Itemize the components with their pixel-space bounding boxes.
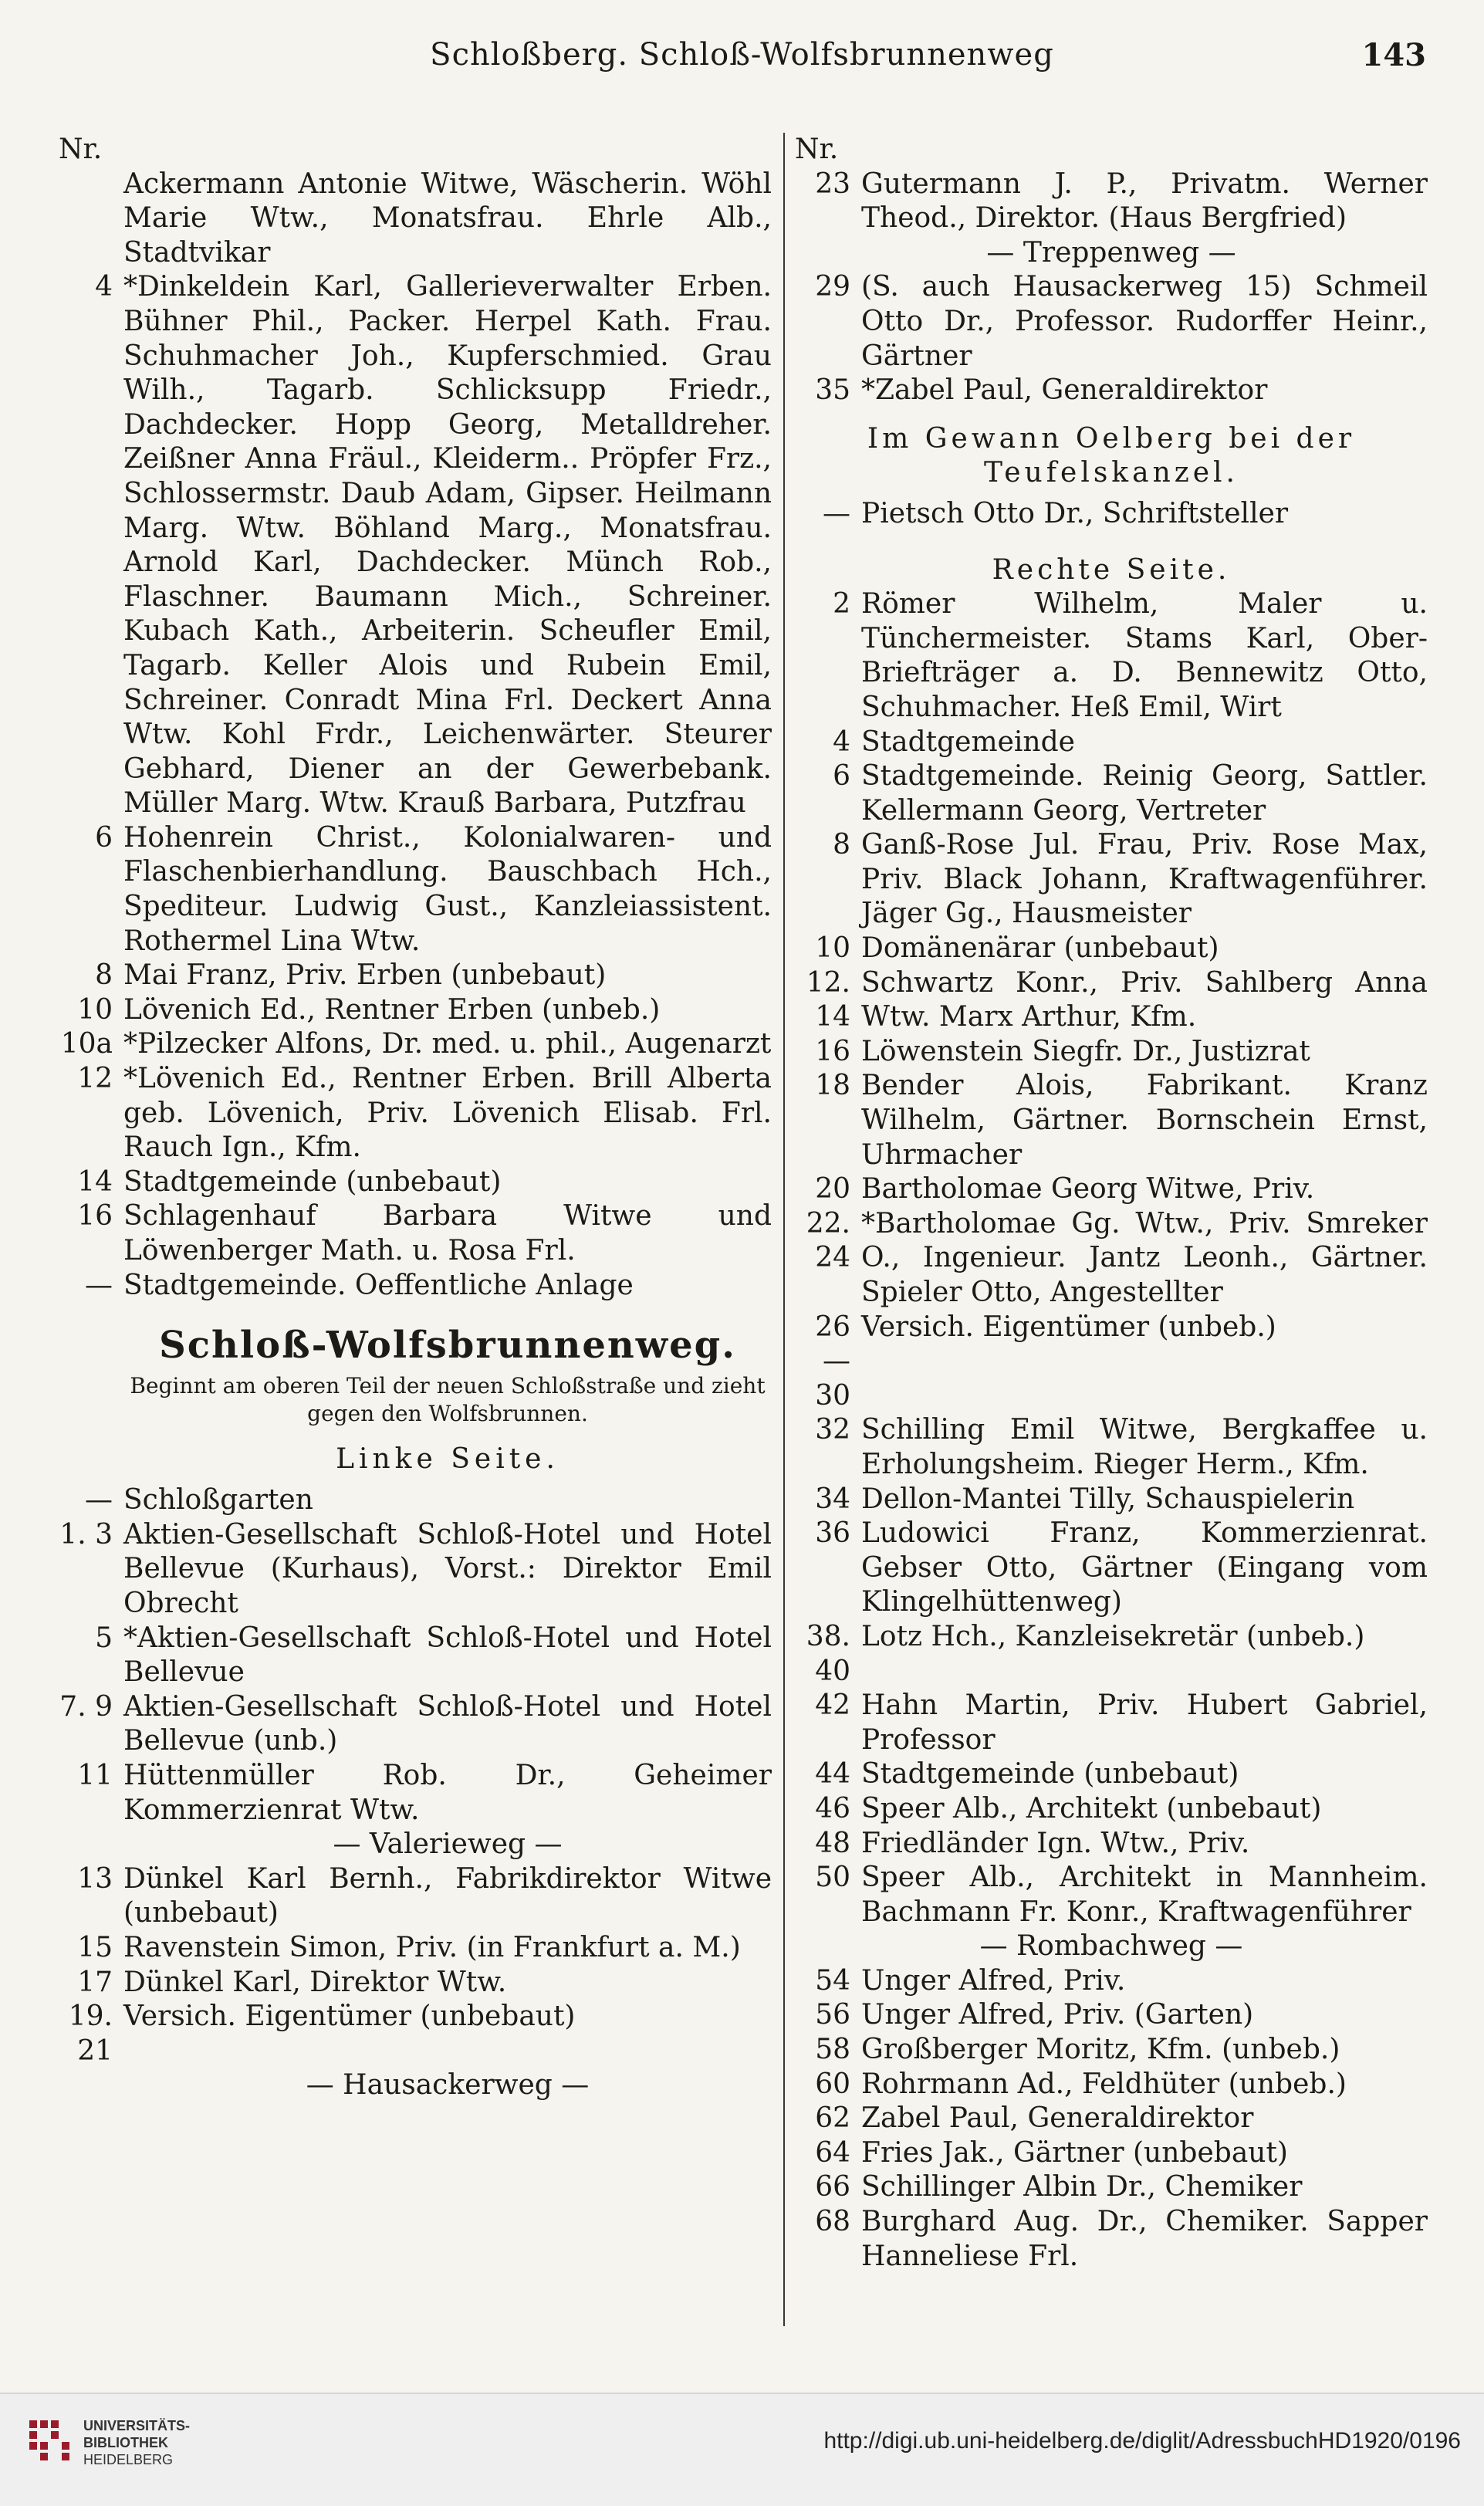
address-entry <box>85 1269 772 1304</box>
resident-text: Stadtgemeinde. Reinig Georg, Sattler. Kellermann Georg, Vertreter <box>861 760 1428 827</box>
address-entry <box>795 587 1428 725</box>
house-number: 4 <box>833 725 850 758</box>
gewann-heading: Im Gewann Oelberg bei der Teufelskanzel. <box>867 422 1356 489</box>
resident-text: Ganß-Rose Jul. Frau, Priv. Rose Max, Priv. Black Johann, Kraftwagenführer. Jäger Gg., Hausmeister <box>861 829 1428 930</box>
house-number: 44 <box>815 1758 850 1791</box>
resident-text: *Aktien-Gesellschaft Schloß-Hotel und Hotel Bellevue <box>123 1622 772 1689</box>
resident-text: Dünkel Karl, Direktor Wtw. <box>123 1966 507 1998</box>
right-entries-mid <box>795 497 1428 532</box>
house-number: 17 <box>77 1966 113 1998</box>
resident-text: Versich. Eigentümer (unbeb.) <box>861 1310 1276 1343</box>
page-title: Schloßberg. Schloß-Wolfsbrunnenweg <box>430 37 1054 73</box>
resident-text: Unger Alfred, Priv. <box>861 1964 1126 1997</box>
resident-text: Versich. Eigentümer (unbebaut) <box>123 2000 576 2033</box>
house-number: 1. 3 <box>59 1518 113 1551</box>
address-entry <box>95 821 772 959</box>
right-entries-bottom <box>795 587 1428 2274</box>
resident-text: Schlagenhauf Barbara Witwe und Löwenberger Math. u. Rosa Frl. <box>123 1200 772 1267</box>
address-entry <box>77 1966 772 2000</box>
library-line-2: BIBLIOTHEK <box>83 2435 168 2450</box>
address-entry <box>795 2205 1428 2274</box>
resident-text: Unger Alfred, Priv. (Garten) <box>861 1999 1254 2031</box>
address-entry <box>795 1620 1428 1689</box>
footer <box>0 2393 1484 2506</box>
resident-text: Dellon-Mantei Tilly, Schauspielerin <box>861 1483 1355 1515</box>
page-header <box>0 32 1484 86</box>
house-number: 10 <box>77 993 113 1026</box>
address-entry <box>795 1483 1428 1517</box>
address-entry <box>59 1518 772 1622</box>
page-number: 143 <box>1361 37 1426 73</box>
left-entries-bottom <box>59 1483 772 2103</box>
house-number: 38. 40 <box>806 1620 850 1687</box>
resident-text: Hüttenmüller Rob. Dr., Geheimer Kommerzienrat Wtw. <box>123 1759 772 1826</box>
address-entry <box>795 1827 1428 1862</box>
house-number: 14 <box>77 1165 113 1198</box>
address-entry <box>795 1035 1428 1070</box>
resident-text: *Zabel Paul, Generaldirektor <box>861 374 1268 407</box>
house-number: 20 <box>815 1173 850 1206</box>
house-number: 23 <box>815 167 850 200</box>
address-entry <box>77 1199 772 1268</box>
address-entry <box>77 1759 772 1828</box>
street-crossing: — Hausackerweg — <box>306 2069 590 2102</box>
source-url-link[interactable]: http://digi.ub.uni-heidelberg.de/diglit/AdressbuchHD1920/0196 <box>823 2428 1461 2454</box>
address-entry <box>795 725 1428 760</box>
house-number: 42 <box>815 1689 850 1722</box>
house-number: 6 <box>95 821 113 854</box>
nr-heading: Nr. <box>59 134 103 165</box>
right-entries-top <box>795 167 1428 408</box>
house-number: 29 <box>815 271 850 303</box>
address-entry <box>795 932 1428 966</box>
house-number: 26—30 <box>815 1310 850 1412</box>
nr-heading: Nr. <box>795 134 839 165</box>
resident-text: Fries Jak., Gärtner (unbebaut) <box>861 2136 1288 2169</box>
resident-text: Speer Alb., Architekt (unbebaut) <box>861 1792 1322 1825</box>
resident-text: Domänenärar (unbebaut) <box>861 932 1219 965</box>
address-entry <box>795 1689 1428 1757</box>
address-entry <box>85 1483 772 1518</box>
resident-text: Großberger Moritz, Kfm. (unbeb.) <box>861 2034 1340 2066</box>
resident-text: Löwenstein Siegfr. Dr., Justizrat <box>861 1035 1310 1067</box>
house-number: 66 <box>815 2171 850 2203</box>
resident-text: Lotz Hch., Kanzleisekretär (unbeb.) <box>861 1620 1365 1652</box>
house-number: 4 <box>95 271 113 303</box>
resident-text: Bartholomae Georg Witwe, Priv. <box>861 1173 1315 1206</box>
address-entry <box>795 1998 1428 2033</box>
resident-text: Hohenrein Christ., Kolonialwaren- und Flaschenbierhandlung. Bauschbach Hch., Spediteur. Ludwig Gust., Kanzleiassistent. Rothermel Lina Wtw. <box>123 821 772 957</box>
resident-text: Zabel Paul, Generaldirektor <box>861 2102 1254 2135</box>
resident-text: Schillinger Albin Dr., Chemiker <box>861 2171 1303 2203</box>
resident-text: Schloßgarten <box>123 1484 313 1517</box>
house-number: 60 <box>815 2068 850 2100</box>
left-entries-top <box>60 167 772 1304</box>
house-number: 8 <box>833 829 850 861</box>
street-crossing: — Rombachweg — <box>979 1930 1243 1963</box>
house-number: 13 <box>77 1862 113 1895</box>
house-number: 48 <box>815 1827 850 1859</box>
side-heading-right: Rechte Seite. <box>992 553 1231 586</box>
resident-text: Stadtgemeinde <box>861 725 1075 758</box>
address-entry <box>795 374 1428 408</box>
resident-text: Stadtgemeinde. Oeffentliche Anlage <box>123 1269 634 1301</box>
address-entry <box>77 993 772 1028</box>
address-entry <box>95 1622 772 1690</box>
resident-text: Pietsch Otto Dr., Schriftsteller <box>861 497 1289 529</box>
resident-text: Römer Wilhelm, Maler u. Tünchermeister. Stams Karl, Ober-Briefträger a. D. Bennewitz Otto, Schuhmacher. Heß Emil, Wirt <box>861 588 1428 723</box>
resident-text: Schilling Emil Witwe, Bergkaffee u. Erholungsheim. Rieger Herm., Kfm. <box>861 1414 1428 1480</box>
address-entry <box>795 1413 1428 1482</box>
address-entry <box>795 1172 1428 1207</box>
address-entry <box>795 167 1428 236</box>
house-number: — <box>85 1269 113 1301</box>
resident-text: Speer Alb., Architekt in Mannheim. Bachmann Fr. Konr., Kraftwagenführer <box>861 1862 1428 1928</box>
side-heading-left: Linke Seite. <box>336 1443 559 1476</box>
address-entry <box>795 1069 1428 1172</box>
right-column <box>795 133 1428 2332</box>
resident-text: Stadtgemeinde (unbebaut) <box>123 1165 502 1198</box>
house-number: 64 <box>815 2136 850 2169</box>
resident-text: Ravenstein Simon, Priv. (in Frankfurt a. M.) <box>123 1931 741 1963</box>
address-entry <box>795 1964 1428 1999</box>
address-entry <box>77 1931 772 1966</box>
house-number: 36 <box>815 1517 850 1550</box>
street-crossing: — Valerieweg — <box>333 1828 563 1861</box>
house-number: 12 <box>77 1063 113 1095</box>
house-number: 16 <box>77 1200 113 1233</box>
address-entry <box>795 2102 1428 2136</box>
university-library-logo-icon <box>19 2410 82 2473</box>
house-number: 50 <box>815 1862 850 1894</box>
library-line-3: HEIDELBERG <box>83 2452 174 2467</box>
house-number: 35 <box>815 374 850 407</box>
address-entry <box>795 2170 1428 2205</box>
house-number: 7. 9 <box>59 1690 113 1723</box>
address-entry <box>795 2033 1428 2068</box>
house-number: 56 <box>815 1999 850 2031</box>
street-crossing: — Treppenweg — <box>986 236 1236 269</box>
house-number: 10 <box>815 932 850 965</box>
resident-text: Aktien-Gesellschaft Schloß-Hotel und Hotel Bellevue (unb.) <box>123 1690 772 1757</box>
resident-text: Friedländer Ign. Wtw., Priv. <box>861 1827 1250 1859</box>
house-number: 54 <box>815 1964 850 1997</box>
resident-text: *Dinkeldein Karl, Gallerieverwalter Erben. Bühner Phil., Packer. Herpel Kath. Frau. Schuhmacher Joh., Kupferschmied. Grau Wilh., Tagarb. Schlicksupp Friedr., Dachdecker. Hopp Georg, Metalldreher. Zeißner Anna Fräul., Kleiderm.. Pröpfer Frz., Schlossermstr. Daub Adam, Gipser. Heilmann Marg. Wtw. Böhland Marg., Monatsfrau. Arnold Karl, Dachdecker. Münch Rob., Flaschner. Baumann Mich., Schreiner. Kubach Kath., Arbeiterin. Scheufler Emil, Tagarb. Keller Alois und Rubein Emil, Schreiner. Conradt Mina Frl. Deckert Anna Wtw. Kohl Frdr., Leichenwärter. Steurer Gebhard, Diener an der Gewerbebank. Müller Marg. Wtw. Krauß Barbara, Putzfrau <box>123 271 772 820</box>
address-entry <box>59 1690 772 1759</box>
address-entry <box>77 1862 772 1931</box>
section-title: Schloß-Wolfsbrunnenweg. <box>159 1324 736 1368</box>
address-entry <box>795 1517 1428 1620</box>
house-number: 10a <box>60 1028 113 1060</box>
house-number: 8 <box>95 959 113 992</box>
library-name <box>83 2417 190 2468</box>
house-number: 6 <box>833 760 850 793</box>
address-entry <box>68 2000 772 2068</box>
address-entry <box>795 1757 1428 1792</box>
house-number: — <box>85 1484 113 1517</box>
house-number: 32 <box>815 1414 850 1446</box>
address-entry <box>60 1027 772 1062</box>
house-number: 5 <box>95 1622 113 1654</box>
house-number: 18 <box>815 1070 850 1102</box>
address-entry <box>95 959 772 993</box>
resident-text: Dünkel Karl Bernh., Fabrikdirektor Witwe (unbebaut) <box>123 1862 772 1929</box>
house-number: 16 <box>815 1035 850 1067</box>
resident-text: Aktien-Gesellschaft Schloß-Hotel und Hotel Bellevue (Kurhaus), Vorst.: Direktor Emil Obrecht <box>123 1518 772 1619</box>
address-entry <box>795 497 1428 532</box>
resident-text: Rohrmann Ad., Feldhüter (unbeb.) <box>861 2068 1347 2100</box>
house-number: 11 <box>77 1759 113 1791</box>
address-entry <box>795 2068 1428 2102</box>
address-entry <box>795 1792 1428 1827</box>
address-entry <box>77 1062 772 1165</box>
address-entry <box>123 167 772 271</box>
address-entry <box>95 270 772 821</box>
resident-text: Lövenich Ed., Rentner Erben (unbeb.) <box>123 993 661 1026</box>
library-line-1: UNIVERSITÄTS- <box>83 2418 191 2433</box>
column-divider <box>783 133 785 2326</box>
house-number: 62 <box>815 2102 850 2135</box>
resident-text: Burghard Aug. Dr., Chemiker. Sapper Hanneliese Frl. <box>861 2206 1428 2272</box>
address-entry <box>795 966 1428 1035</box>
resident-text: *Bartholomae Gg. Wtw., Priv. Smreker O., Ingenieur. Jantz Leonh., Gärtner. Spieler Otto, Angestellter <box>861 1207 1428 1308</box>
house-number: — <box>823 497 850 529</box>
house-number: 19. 21 <box>68 2000 113 2067</box>
resident-text: Schwartz Konr., Priv. Sahlberg Anna Wtw. Marx Arthur, Kfm. <box>861 966 1428 1033</box>
resident-text: (S. auch Hausackerweg 15) Schmeil Otto Dr., Professor. Rudorffer Heinr., Gärtner <box>861 271 1428 372</box>
resident-text: *Lövenich Ed., Rentner Erben. Brill Alberta geb. Lövenich, Priv. Lövenich Elisab. Frl. Rauch Ign., Kfm. <box>123 1063 772 1164</box>
address-entry <box>795 1861 1428 1929</box>
resident-text: Stadtgemeinde (unbebaut) <box>861 1758 1239 1791</box>
address-entry <box>77 1165 772 1200</box>
address-entry <box>795 270 1428 374</box>
address-entry <box>795 1310 1428 1414</box>
house-number: 12. 14 <box>806 966 850 1033</box>
house-number: 22. 24 <box>806 1207 850 1274</box>
address-entry <box>795 2136 1428 2171</box>
address-entry <box>795 1207 1428 1310</box>
house-number: 34 <box>815 1483 850 1515</box>
house-number: 15 <box>77 1931 113 1963</box>
resident-text: Mai Franz, Priv. Erben (unbebaut) <box>123 959 607 992</box>
house-number: 2 <box>833 588 850 621</box>
address-entry <box>795 759 1428 828</box>
house-number: 46 <box>815 1792 850 1825</box>
resident-text: Ludowici Franz, Kommerzienrat. Gebser Otto, Gärtner (Eingang vom Klingelhüttenweg) <box>861 1517 1428 1618</box>
resident-text: Gutermann J. P., Privatm. Werner Theod., Direktor. (Haus Bergfried) <box>861 167 1428 235</box>
resident-text: *Pilzecker Alfons, Dr. med. u. phil., Augenarzt <box>123 1028 772 1060</box>
resident-text: Bender Alois, Fabrikant. Kranz Wilhelm, Gärtner. Bornschein Ernst, Uhrmacher <box>861 1070 1428 1171</box>
address-entry <box>795 828 1428 932</box>
section-note: Beginnt am oberen Teil der neuen Schloßstraße und zieht gegen den Wolfsbrunnen. <box>130 1373 766 1427</box>
resident-text: Ackermann Antonie Witwe, Wäscherin. Wöhl Marie Wtw., Monatsfrau. Ehrle Alb., Stadtvikar <box>123 167 772 269</box>
resident-text: Hahn Martin, Priv. Hubert Gabriel, Professor <box>861 1689 1428 1756</box>
house-number: 58 <box>815 2034 850 2066</box>
house-number: 68 <box>815 2206 850 2238</box>
left-column <box>59 133 772 2332</box>
